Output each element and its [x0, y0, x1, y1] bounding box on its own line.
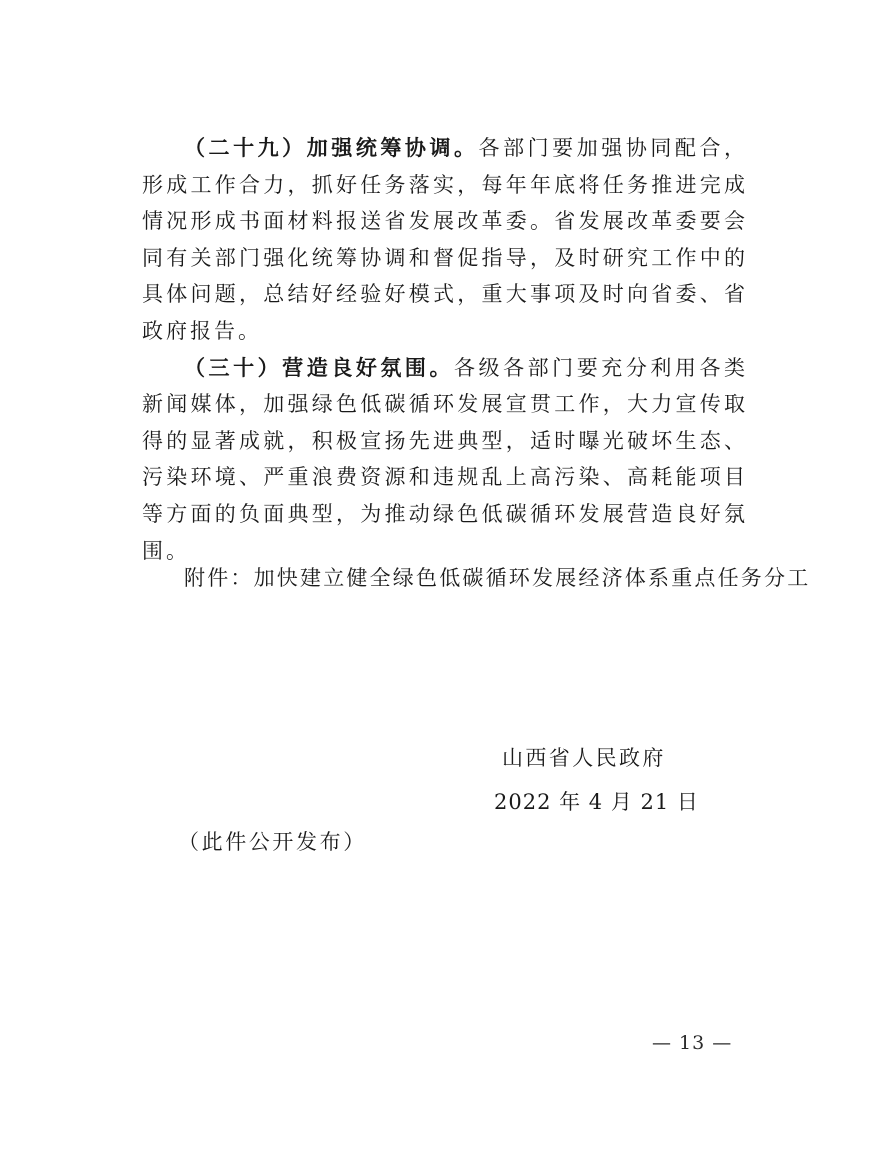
- document-body: [142, 130, 748, 569]
- signing-date: 2022 年 4 月 21 日: [494, 790, 699, 814]
- attachment-line: 附件：加快建立健全绿色低碳循环发展经济体系重点任务分工: [184, 566, 811, 590]
- signing-organization: 山西省人民政府: [502, 746, 666, 770]
- paragraph-30-heading: （三十）营造良好氛围。: [184, 354, 454, 380]
- paragraph-29: [142, 130, 748, 350]
- page-number: — 13 —: [652, 1032, 733, 1054]
- paragraph-30: [142, 350, 748, 570]
- paragraph-29-text: 各部门要加强协同配合，形成工作合力，抓好任务落实，每年年底将任务推进完成情况形成书面材料报送省发展改革委。省发展改革委要会同有关部门强化统筹协调和督促指导，及时研究工作中的具体问题，总结好经验好模式，重大事项及时向省委、省政府报告。: [142, 136, 749, 343]
- paragraph-30-text: 各级各部门要充分利用各类新闻媒体，加强绿色低碳循环发展宣贯工作，大力宣传取得的显著成就，积极宣扬先进典型，适时曝光破坏生态、污染环境、严重浪费资源和违规乱上高污染、高耗能项目等方面的负面典型，为推动绿色低碳循环发展营造良好氛围。: [142, 355, 748, 563]
- paragraph-29-heading: （二十九）加强统筹协调。: [184, 135, 479, 160]
- publish-note: （此件公开发布）: [178, 830, 367, 854]
